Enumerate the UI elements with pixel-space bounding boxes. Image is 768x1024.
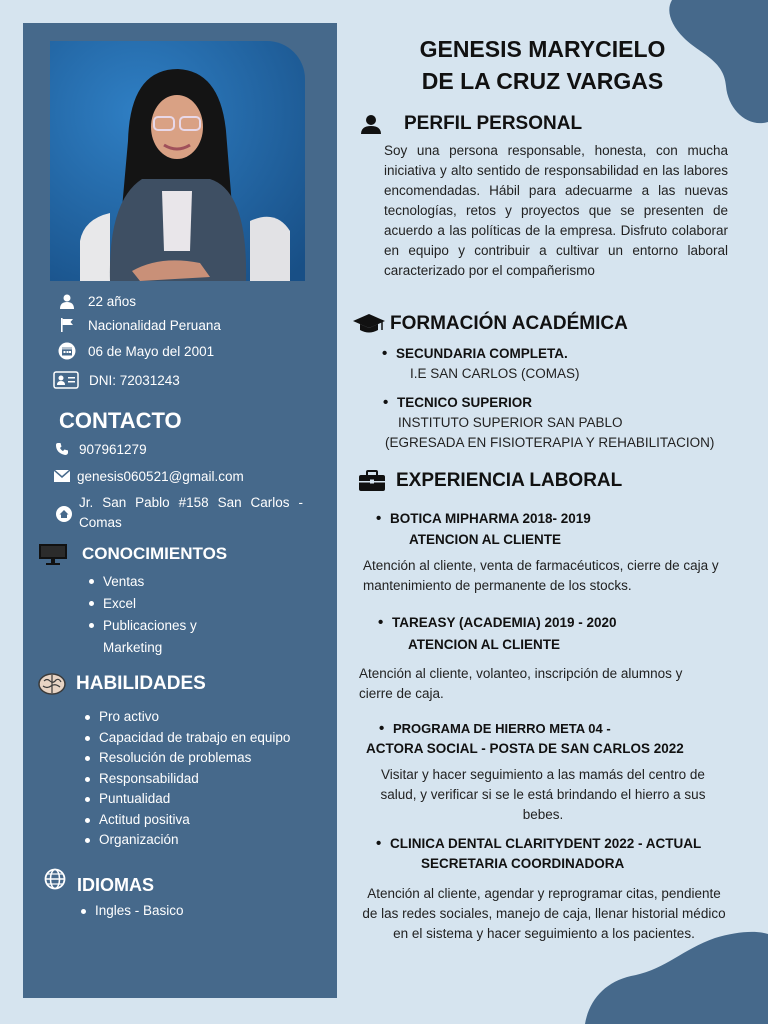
experience-title: EXPERIENCIA LABORAL — [396, 470, 623, 491]
globe-icon — [44, 868, 66, 894]
experience-company-4: • CLINICA DENTAL CLARITYDENT 2022 - ACTUAL — [390, 836, 701, 851]
list-item: Excel — [87, 593, 287, 615]
skills-title: HABILIDADES — [76, 673, 206, 694]
envelope-icon — [53, 467, 71, 485]
email-text[interactable]: genesis060521@gmail.com — [77, 468, 244, 484]
home-icon — [55, 505, 73, 523]
experience-company-3: • PROGRAMA DE HIERRO META 04 - — [393, 721, 611, 736]
flag-icon — [56, 316, 78, 334]
list-item: Organización — [83, 830, 333, 851]
age-row — [56, 292, 136, 310]
list-item: Puntualidad — [83, 789, 333, 810]
list-item: Ingles - Basico — [79, 901, 279, 922]
list-item: Publicaciones y Marketing — [87, 615, 213, 659]
bottom-right-blob — [585, 930, 768, 1024]
experience-desc-1: Atención al cliente, venta de farmacéuticos, cierre de caja y mantenimiento de permanente de los stocks. — [363, 558, 719, 593]
languages-list — [79, 901, 279, 922]
graduation-cap-icon — [352, 313, 386, 335]
list-item: Responsabilidad — [83, 769, 333, 790]
education-title: FORMACIÓN ACADÉMICA — [390, 313, 628, 334]
user-icon — [360, 114, 382, 134]
name-line-1: GENESIS MARYCIELO — [419, 36, 666, 62]
experience-desc-3: Visitar y hacer seguimiento a las mamás del centro de salud, y verificar si se le está brindando el hierro a sus bebes. — [380, 767, 706, 822]
birthdate-row — [56, 342, 214, 360]
nationality-text: Nacionalidad Peruana — [88, 317, 221, 333]
education-degree-1: • SECUNDARIA COMPLETA. — [396, 346, 568, 361]
profile-photo — [50, 41, 305, 281]
knowledge-heading — [38, 543, 227, 565]
list-item: Resolución de problemas — [83, 748, 333, 769]
education-note-2: (EGRESADA EN FISIOTERAPIA Y REHABILITACION) — [385, 435, 715, 450]
email-row — [53, 467, 244, 485]
calendar-icon — [56, 342, 78, 360]
id-card-icon — [53, 371, 79, 389]
education-school-2: INSTITUTO SUPERIOR SAN PABLO — [398, 415, 623, 430]
list-item: Pro activo — [83, 707, 333, 728]
dni-text: DNI: 72031243 — [89, 372, 180, 388]
profile-heading — [360, 113, 582, 135]
list-item: Capacidad de trabajo en equipo — [83, 728, 333, 749]
person-icon — [56, 292, 78, 310]
profile-title: PERFIL PERSONAL — [404, 113, 583, 134]
skills-heading — [38, 673, 206, 695]
age-text: 22 años — [88, 293, 137, 309]
address-row — [55, 493, 303, 533]
experience-role-1: ATENCION AL CLIENTE — [409, 532, 562, 547]
briefcase-icon — [358, 470, 386, 492]
experience-desc-4: Atención al cliente, agendar y reprogramar citas, pendiente de las redes sociales, manejo de caja, llenar historial médico en el sistema y hacer seguimiento a los pacientes. — [362, 886, 726, 941]
education-school-1: I.E SAN CARLOS (COMAS) — [410, 366, 580, 381]
profile-text: Soy una persona responsable, honesta, con mucha iniciativa y alto sentido de responsabilidad en las labores encomendadas. Hábil para adecuarme a las nuevas tecnologías, retos y proyectos que se presenten de acuerdo a las políticas de la empresa. Disfruto colaborar en equipo y contribuir a cultivar un entorno laboral caracterizado por el compañerismo — [384, 143, 728, 278]
skills-list — [83, 707, 333, 851]
experience-role-3: ACTORA SOCIAL - POSTA DE SAN CARLOS 2022 — [366, 741, 684, 756]
education-degree-2: • TECNICO SUPERIOR — [397, 395, 532, 410]
experience-heading — [358, 470, 622, 492]
list-item: Ventas — [87, 571, 287, 593]
phone-text[interactable]: 907961279 — [79, 441, 147, 457]
dni-row — [53, 371, 180, 389]
knowledge-title: CONOCIMIENTOS — [82, 544, 228, 563]
monitor-icon — [38, 543, 68, 565]
experience-role-4: SECRETARIA COORDINADORA — [421, 856, 625, 871]
address-text: Jr. San Pablo #158 San Carlos - Comas — [79, 495, 303, 530]
full-name — [380, 33, 705, 97]
education-heading — [352, 313, 628, 335]
nationality-row — [56, 316, 221, 334]
name-line-2: DE LA CRUZ VARGAS — [421, 68, 664, 94]
list-item: Actitud positiva — [83, 810, 333, 831]
experience-company-2: • TAREASY (ACADEMIA) 2019 - 2020 — [392, 615, 617, 630]
languages-heading: IDIOMAS — [77, 875, 155, 895]
experience-company-1: • BOTICA MIPHARMA 2018- 2019 — [390, 511, 591, 526]
phone-icon — [53, 440, 71, 458]
knowledge-list — [87, 571, 287, 659]
experience-desc-2: Atención al cliente, volanteo, inscripción de alumnos y cierre de caja. — [359, 666, 683, 701]
birthdate-text: 06 de Mayo del 2001 — [88, 343, 215, 359]
brain-icon — [38, 673, 66, 695]
phone-row — [53, 440, 147, 458]
experience-role-2: ATENCION AL CLIENTE — [408, 637, 561, 652]
sidebar — [23, 23, 337, 998]
contact-heading: CONTACTO — [59, 408, 182, 433]
